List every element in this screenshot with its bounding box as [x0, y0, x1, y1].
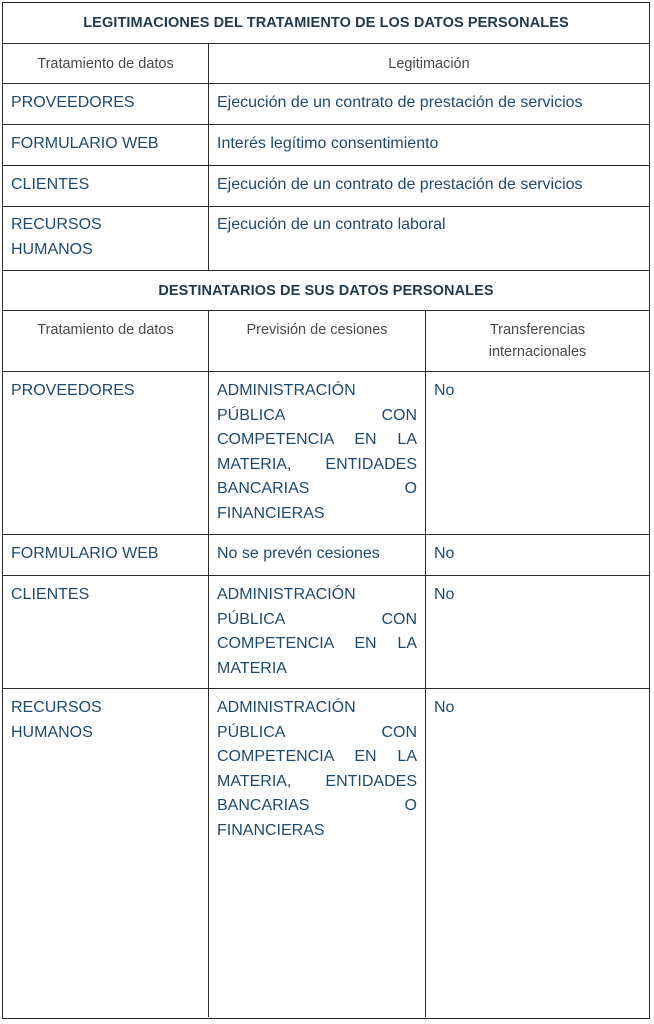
legitimaciones-header-tratamiento: Tratamiento de datos [37, 56, 174, 72]
legitimaciones-cell-legitimacion: Ejecución de un contrato de prestación de servicios [208, 166, 649, 206]
legitimaciones-cell-legitimacion: Ejecución de un contrato de prestación de servicios [208, 84, 649, 124]
destinatarios-row [3, 535, 649, 576]
destinatarios-title-row [3, 271, 649, 311]
legitimaciones-row [3, 207, 649, 271]
legitimaciones-row [3, 125, 649, 166]
destinatarios-header-tratamiento: Tratamiento de datos [37, 322, 174, 338]
legitimaciones-title: LEGITIMACIONES DEL TRATAMIENTO DE LOS DATOS PERSONALES [83, 15, 569, 31]
destinatarios-cell-cesiones: No se prevén cesiones [208, 535, 425, 575]
destinatarios-row [3, 576, 649, 689]
destinatarios-cell-cesiones: ADMINISTRACIÓN PÚBLICA CON COMPETENCIA EN LA MATERIA, ENTIDADES BANCARIAS O FINANCIERAS [208, 372, 425, 534]
legitimaciones-row [3, 84, 649, 125]
legitimaciones-cell-tratamiento: RECURSOS HUMANOS [11, 216, 102, 258]
destinatarios-cell-tratamiento: PROVEEDORES [11, 382, 135, 399]
destinatarios-header-cesiones: Previsión de cesiones [208, 311, 425, 371]
legitimaciones-title-row [3, 3, 649, 44]
data-protection-document [2, 2, 650, 1019]
legitimaciones-cell-tratamiento: FORMULARIO WEB [11, 135, 159, 152]
legitimaciones-cell-tratamiento: PROVEEDORES [11, 94, 135, 111]
destinatarios-cell-cesiones: ADMINISTRACIÓN PÚBLICA CON COMPETENCIA EN LA MATERIA, ENTIDADES BANCARIAS O FINANCIERAS [208, 689, 425, 1017]
destinatarios-cell-tratamiento: CLIENTES [11, 586, 90, 603]
destinatarios-header-row [3, 311, 649, 372]
legitimaciones-header-legitimacion: Legitimación [208, 44, 649, 83]
legitimaciones-header-row [3, 44, 649, 84]
destinatarios-cell-transferencias: No [425, 372, 649, 534]
destinatarios-cell-transferencias: No [425, 535, 649, 575]
destinatarios-cell-tratamiento: FORMULARIO WEB [11, 545, 159, 562]
destinatarios-cell-transferencias: No [425, 689, 649, 1017]
legitimaciones-cell-legitimacion: Interés legítimo consentimiento [208, 125, 649, 165]
destinatarios-cell-transferencias: No [425, 576, 649, 688]
legitimaciones-cell-tratamiento: CLIENTES [11, 176, 90, 193]
destinatarios-cell-cesiones: ADMINISTRACIÓN PÚBLICA CON COMPETENCIA EN LA MATERIA [208, 576, 425, 688]
destinatarios-title: DESTINATARIOS DE SUS DATOS PERSONALES [158, 283, 494, 299]
destinatarios-header-transferencias: Transferencias internacionales [425, 311, 649, 371]
legitimaciones-cell-legitimacion: Ejecución de un contrato laboral [208, 207, 649, 270]
legitimaciones-row [3, 166, 649, 207]
destinatarios-row [3, 372, 649, 535]
destinatarios-cell-tratamiento: RECURSOS HUMANOS [11, 699, 102, 741]
destinatarios-row [3, 689, 649, 1017]
